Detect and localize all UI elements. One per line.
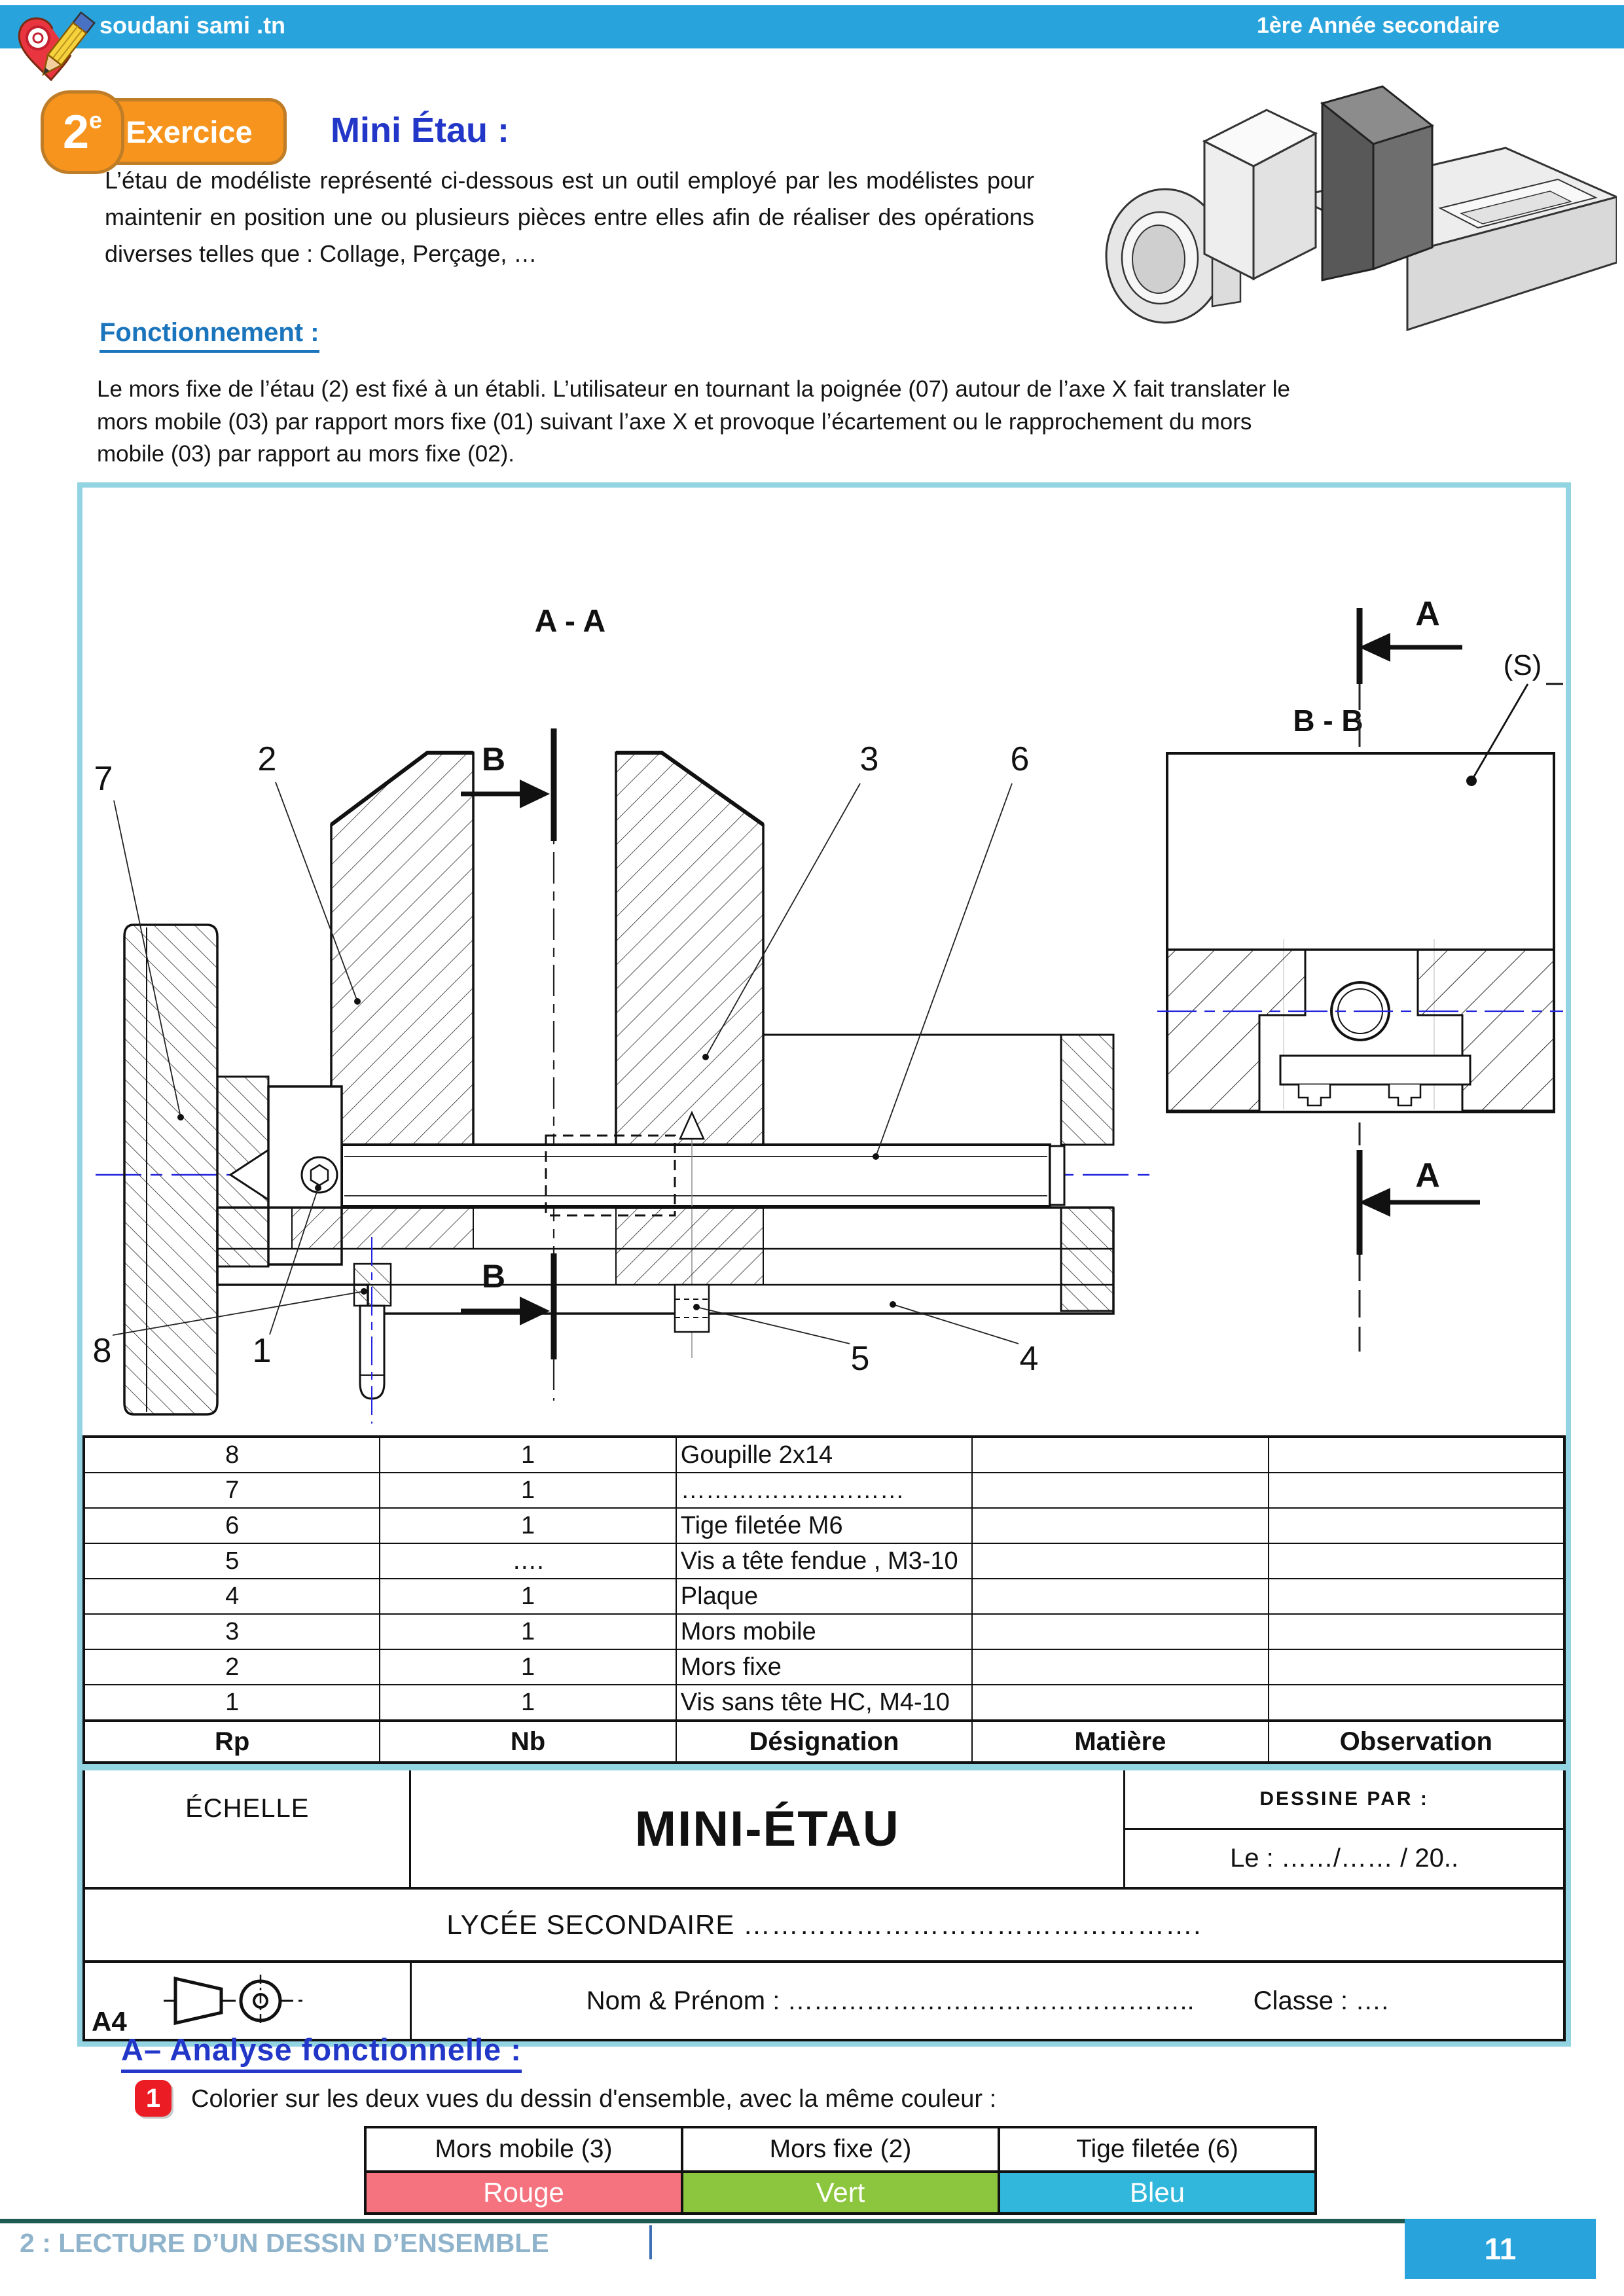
- cell-observation: [1269, 1649, 1564, 1685]
- part-label-3: 3: [859, 740, 879, 778]
- cell-nb: 1: [380, 1649, 676, 1685]
- nomenclature-row: [84, 1579, 1564, 1614]
- part-label-1: 1: [252, 1332, 272, 1370]
- section-b-arrow-bottom-icon: [520, 1297, 550, 1325]
- date-cell: Le : ……/…… / 20..: [1230, 1843, 1459, 1873]
- cyan-divider: [82, 1764, 1566, 1770]
- cell-rp: 7: [84, 1473, 380, 1508]
- header-observation: Observation: [1269, 1721, 1564, 1763]
- part-label-6: 6: [1010, 740, 1030, 778]
- cell-matiere: [972, 1579, 1268, 1614]
- cell-observation: [1269, 1437, 1564, 1473]
- intro-paragraph: L’étau de modéliste représenté ci-dessous est un outil employé par les modélistes pour maintenir en position une ou plusieurs pièces entre elles afin de réaliser des opérations diverses telles que : Collage, Perçage, …: [105, 167, 1034, 267]
- cell-matiere: [972, 1473, 1268, 1508]
- fonctionnement-paragraph: Le mors fixe de l’étau (2) est fixé à un établi. L’utilisateur en tournant la poignée (07) autour de l’axe X fait translater le mors mobile (03) par rapport mors fixe (01) suivant l’axe X et provoque l’écartement ou le rapprochement du mors mobile (03) par rapport au mors fixe (02).: [97, 376, 1290, 467]
- title-block: [82, 1770, 1566, 2041]
- legend-color-cell: Rouge: [365, 2172, 682, 2214]
- base-hatch-center: [616, 1208, 763, 1285]
- cell-observation: [1269, 1614, 1564, 1649]
- paper-format: A4: [92, 2006, 127, 2037]
- cell-rp: 5: [84, 1543, 380, 1579]
- exercise-badge-label: Exercice: [126, 114, 253, 149]
- cell-designation: Mors mobile: [676, 1614, 972, 1649]
- text-cursor: [649, 2225, 652, 2259]
- drawing-title: MINI-ÉTAU: [411, 1770, 1125, 1887]
- nomenclature-row: [84, 1614, 1564, 1649]
- legend-part-header: Mors mobile (3): [365, 2127, 682, 2172]
- nomenclature-row: [84, 1437, 1564, 1473]
- drawn-by-cell: DESSINE PAR :: [1125, 1770, 1563, 1830]
- exercise-title: Mini Étau :: [331, 111, 509, 150]
- exercise-badge-number: 2e: [41, 90, 124, 174]
- cell-nb: 1: [380, 1437, 676, 1473]
- cell-rp: 1: [84, 1685, 380, 1721]
- format-cell: [85, 1963, 412, 2039]
- section-aa-label: A - A: [534, 604, 606, 639]
- technical-drawing-frame: [77, 482, 1571, 2047]
- bb-plaque: [1280, 1056, 1470, 1085]
- cell-nb: 1: [380, 1614, 676, 1649]
- nomenclature-row: [84, 1473, 1564, 1508]
- cell-observation: [1269, 1685, 1564, 1721]
- surface-s-label: (S): [1503, 649, 1542, 681]
- classe-line: Classe : ….: [1253, 1986, 1389, 2015]
- label-a-bottom: A: [1415, 1157, 1440, 1194]
- exercise-badge: [41, 90, 302, 169]
- part-label-8: 8: [92, 1332, 112, 1370]
- cell-observation: [1269, 1508, 1564, 1543]
- school-line: LYCÉE SECONDAIRE ………………………………………….: [85, 1887, 1563, 1960]
- name-line: Nom & Prénom : ………………………………………..: [586, 1986, 1195, 2015]
- header-nb: Nb: [380, 1721, 676, 1763]
- cell-designation: Mors fixe: [676, 1649, 972, 1685]
- threaded-rod-part6: [342, 1145, 1050, 1206]
- nomenclature-row: [84, 1685, 1564, 1721]
- page-number-badge: 11: [1405, 2219, 1596, 2279]
- projection-symbol-icon: [164, 1969, 308, 2032]
- nomenclature-row: [84, 1508, 1564, 1543]
- handle-knob-part7: [124, 925, 217, 1414]
- base-hatch-left: [292, 1208, 473, 1249]
- cell-nb: 1: [380, 1508, 676, 1543]
- fonctionnement-heading: Fonctionnement :: [99, 318, 319, 353]
- scale-cell: ÉCHELLE: [85, 1770, 411, 1887]
- cell-designation: Plaque: [676, 1579, 972, 1614]
- part-label-2: 2: [257, 740, 277, 778]
- assembly-drawing: [82, 488, 1566, 1435]
- section-b-arrow-top-icon: [520, 780, 550, 808]
- footer-rule: [0, 2219, 1406, 2223]
- cell-observation: [1269, 1543, 1564, 1579]
- cell-matiere: [972, 1685, 1268, 1721]
- right-wall-lower: [1061, 1208, 1113, 1311]
- cell-rp: 8: [84, 1437, 380, 1473]
- color-legend-table: [364, 2126, 1317, 2215]
- header-designation: Désignation: [676, 1721, 972, 1763]
- section-a-arrow-top-icon: [1359, 633, 1390, 662]
- cell-matiere: [972, 1543, 1268, 1579]
- nomenclature-row: [84, 1543, 1564, 1579]
- cell-matiere: [972, 1614, 1268, 1649]
- legend-part-header: Tige filetée (6): [999, 2127, 1316, 2172]
- fixed-jaw-part2: [331, 753, 473, 1208]
- right-wall-upper: [1061, 1035, 1113, 1145]
- cell-matiere: [972, 1508, 1268, 1543]
- nomenclature-row: [84, 1649, 1564, 1685]
- label-a-top: A: [1415, 595, 1440, 633]
- part-label-5: 5: [850, 1340, 870, 1378]
- cell-designation: Vis sans tête HC, M4-10: [676, 1685, 972, 1721]
- cell-rp: 4: [84, 1579, 380, 1614]
- legend-color-cell: Bleu: [999, 2172, 1316, 2214]
- cell-rp: 2: [84, 1649, 380, 1685]
- grade-level: 1ère Année secondaire: [1256, 13, 1500, 38]
- nomenclature-header-row: [84, 1721, 1564, 1763]
- cell-designation: Tige filetée M6: [676, 1508, 972, 1543]
- section-a-arrow-bottom-icon: [1359, 1188, 1390, 1217]
- cell-designation: Goupille 2x14: [676, 1437, 972, 1473]
- cell-observation: [1269, 1473, 1564, 1508]
- chapter-title: 2 : LECTURE D’UN DESSIN D’ENSEMBLE: [20, 2228, 549, 2258]
- analyse-heading: A– Analyse fonctionnelle :: [121, 2032, 522, 2073]
- cell-nb: ….: [380, 1543, 676, 1579]
- cell-rp: 6: [84, 1508, 380, 1543]
- label-b-bottom: B: [481, 1258, 506, 1295]
- vise-3d-image: [1100, 63, 1617, 338]
- cell-designation: Vis a tête fendue , M3-10: [676, 1543, 972, 1579]
- cell-nb: 1: [380, 1685, 676, 1721]
- cell-rp: 3: [84, 1614, 380, 1649]
- pencil-heart-logo-icon: [9, 7, 96, 93]
- step-1-badge: 1: [135, 2080, 171, 2117]
- nomenclature-table: [82, 1435, 1566, 1764]
- cell-matiere: [972, 1649, 1268, 1685]
- cell-nb: 1: [380, 1473, 676, 1508]
- legend-part-header: Mors fixe (2): [682, 2127, 999, 2172]
- part-label-7: 7: [94, 760, 113, 798]
- cell-designation: ………………………: [676, 1473, 972, 1508]
- coloring-instruction: Colorier sur les deux vues du dessin d'ensemble, avec la même couleur :: [191, 2085, 997, 2113]
- label-b-top: B: [481, 741, 506, 778]
- cell-nb: 1: [380, 1579, 676, 1614]
- header-rp: Rp: [84, 1721, 380, 1763]
- cell-observation: [1269, 1579, 1564, 1614]
- part-label-4: 4: [1019, 1340, 1039, 1378]
- section-bb-label: B - B: [1293, 704, 1363, 738]
- legend-color-cell: Vert: [682, 2172, 999, 2214]
- cell-matiere: [972, 1437, 1268, 1473]
- site-name: soudani sami .tn: [99, 12, 286, 39]
- header-matiere: Matière: [972, 1721, 1268, 1763]
